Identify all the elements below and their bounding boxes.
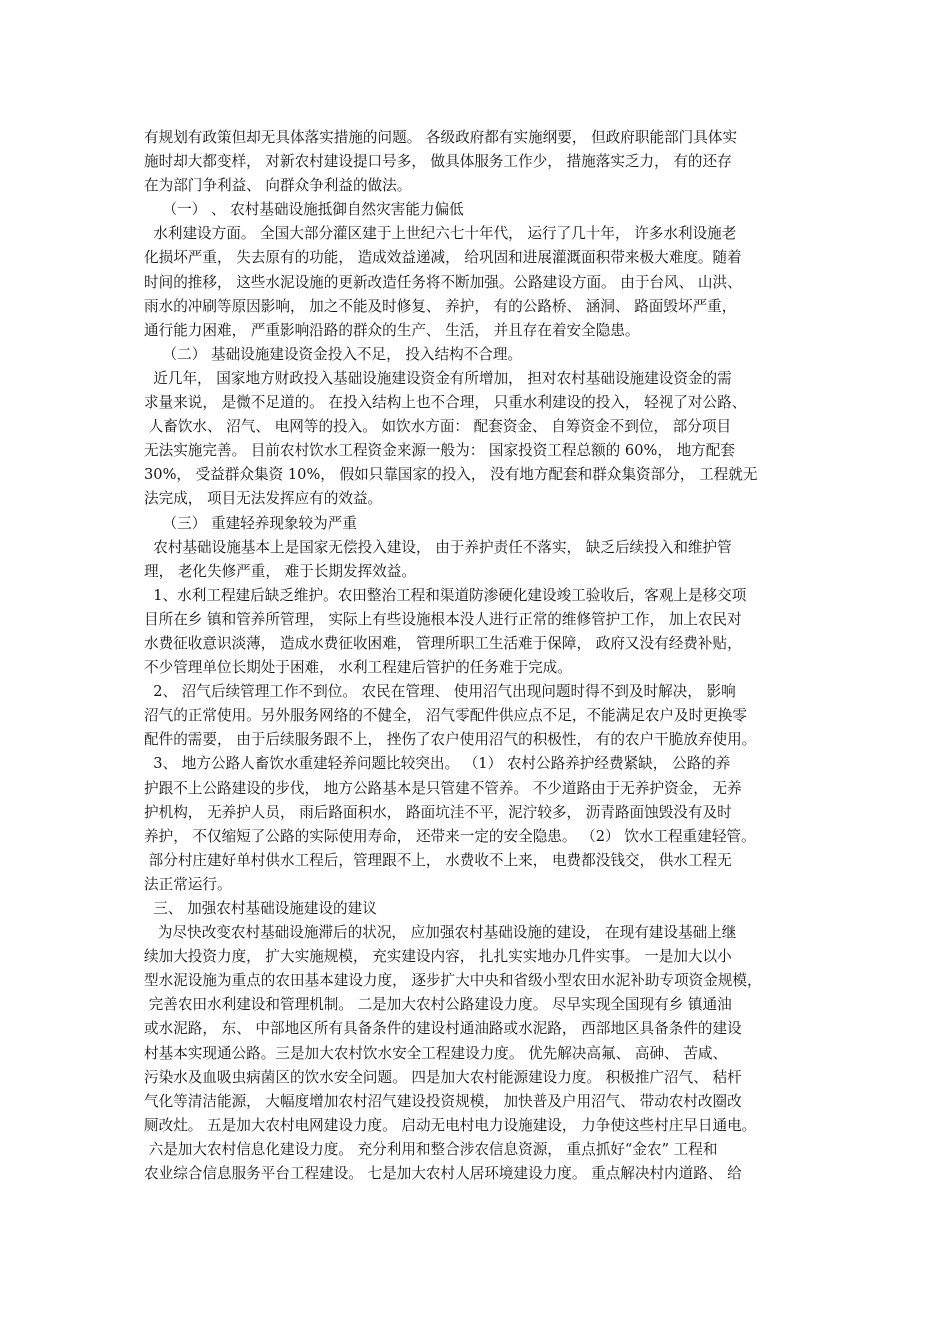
text-line: 完善农田水利建设和管理机制。 二是加大农村公路建设力度。 尽早实现全国现有乡 镇通油 [144, 996, 732, 1014]
text-line: 近几年， 国家地方财政投入基础设施建设资金有所增加， 担对农村基础设施建设资金的需 [144, 369, 732, 387]
text-line: 水费征收意识淡薄， 造成水费征收困难， 管理所职工生活难于保障， 政府又没有经费补贴， [144, 634, 742, 652]
text-line: 30%， 受益群众集资 10%， 假如只靠国家的投入， 没有地方配套和群众集资部分， 工程就无 [144, 466, 758, 484]
text-line: 沼气的正常使用。另外服务网络的不健全， 沼气零配件供应点不足，不能满足农户及时更换零 [144, 707, 747, 725]
text-line: 气化等清洁能源， 大幅度增加农村沼气建设投资规模， 加快普及户用沼气、 带动农村改圈改 [144, 1092, 742, 1110]
text-line: 求量来说， 是微不足道的。 在投入结构上也不合理， 只重水利建设的投入， 轻视了对公路、 [144, 394, 747, 412]
text-line: 型水泥设施为重点的农田基本建设力度， 逐步扩大中央和省级小型农田水泥补助专项资金规模， [144, 972, 762, 990]
text-line: 三、 加强农村基础设施建设的建议 [144, 900, 377, 917]
text-line: 不少管理单位长期处于困难， 水利工程建后管护的任务难于完成。 [144, 659, 572, 677]
text-line: 养护， 不仅缩短了公路的实际使用寿命， 还带来一定的安全隐患。 （2） 饮水工程重建轻管。 [144, 827, 756, 845]
text-line: 化损坏严重， 失去原有的功能， 造成效益递减， 给巩固和进展灌溉面积带来极大难度。随着 [144, 249, 742, 267]
text-line: 法正常运行。 [144, 875, 232, 893]
text-line: 部分村庄建好单村供水工程后，管理跟不上， 水费收不上来， 电费都没钱交， 供水工程无 [144, 851, 732, 869]
text-line: 村基本实现通公路。三是加大农村饮水安全工程建设力度。 优先解决高氟、 高砷、 苦咸、 [144, 1044, 728, 1062]
text-line: 护机构， 无养护人员， 雨后路面积水， 路面坑洼不平，泥泞较多， 沥青路面蚀毁没有及时 [144, 803, 732, 821]
text-line: 六是加大农村信息化建设力度。 充分利用和整合涉农信息资源， 重点抓好“金农” 工程和 [144, 1140, 718, 1158]
text-line: （二） 基础设施建设资金投入不足， 投入结构不合理。 [144, 345, 523, 363]
text-line: 人畜饮水、 沼气、 电网等的投入。 如饮水方面： 配套资金、 自筹资金不到位， 部分项目 [144, 418, 732, 436]
text-line: 在为部门争利益、 向群众争利益的做法。 [144, 177, 412, 195]
text-line: 农村基础设施基本上是国家无偿投入建设， 由于养护责任不落实， 缺乏后续投入和维护管 [144, 538, 732, 556]
text-line: 理， 老化失修严重， 难于长期发挥效益。 [144, 562, 416, 580]
text-line: 厕改灶。 五是加大农村电网建设力度。 启动无电村电力设施建设， 力争使这些村庄早日通电。 [144, 1116, 757, 1134]
text-line: 有规划有政策但却无具体落实措施的问题。 各级政府都有实施纲要， 但政府职能部门具体实 [144, 129, 738, 146]
text-line: 污染水及血吸虫病菌区的饮水安全问题。 四是加大农村能源建设力度。 积极推广沼气、 秸杆 [144, 1068, 742, 1086]
text-line: 农业综合信息服务平台工程建设。 七是加大农村人居环境建设力度。 重点解决村内道路、 给 [144, 1165, 742, 1183]
text-line: 雨水的冲刷等原因影响， 加之不能及时修复、 养护， 有的公路桥、 涵洞、 路面毁坏严重， [144, 297, 737, 315]
text-line: 水利建设方面。 全国大部分灌区建于上世纪六七十年代， 运行了几十年， 许多水利设施老 [144, 225, 737, 243]
text-line: 护跟不上公路建设的步伐， 地方公路基本是只管建不管养。 不少道路由于无养护资金， 无养 [144, 779, 742, 797]
text-line: 通行能力困难， 严重影响沿路的群众的生产、 生活， 并且存在着安全隐患。 [144, 321, 640, 339]
text-line: 为尽快改变农村基础设施滞后的状况， 应加强农村基础设施的建设， 在现有建设基础上继 [144, 924, 737, 942]
text-line: 无法实施完善。 目前农村饮水工程资金来源一般为： 国家投资工程总额的 60%， 地方配套 [144, 442, 735, 460]
text-line: 1、水利工程建后缺乏维护。农田整治工程和渠道防渗硬化建设竣工验收后，客观上是移交项 [144, 586, 747, 604]
text-line: 配件的需要， 由于后续服务跟不上， 挫伤了农户使用沼气的积极性， 有的农户干脆放弃使用。 [144, 731, 757, 749]
text-line: 续加大投资力度， 扩大实施规模， 充实建设内容， 扎扎实实地办几件实事。 一是加大以小 [144, 948, 732, 966]
text-line: 法完成， 项目无法发挥应有的效益。 [144, 490, 383, 508]
text-line: 3、 地方公路人畜饮水重建轻养问题比较突出。 （1） 农村公路养护经费紧缺， 公路的养 [144, 755, 731, 773]
text-line: 2、 沼气后续管理工作不到位。 农民在管理、 使用沼气出现问题时得不到及时解决， 影响 [144, 683, 736, 701]
text-line: 或水泥路， 东、 中部地区所有具备条件的建设村通油路或水泥路， 西部地区具备条件的建设 [144, 1020, 742, 1038]
text-line: （一） 、 农村基础设施抵御自然灾害能力偏低 [144, 201, 464, 219]
text-line: 时间的推移， 这些水泥设施的更新改造任务将不断加强。公路建设方面。 由于台风、 山洪、 [144, 273, 742, 291]
text-line: 施时却大都变样， 对新农村建设提口号多， 做具体服务工作少， 措施落实乏力， 有的还存 [144, 153, 732, 171]
text-line: （三） 重建轻养现象较为严重 [144, 514, 357, 532]
document-body [144, 126, 816, 1186]
text-line: 目所在乡 镇和管养所管理， 实际上有些设施根本没人进行正常的维修管护工作， 加上农民对 [144, 610, 742, 628]
